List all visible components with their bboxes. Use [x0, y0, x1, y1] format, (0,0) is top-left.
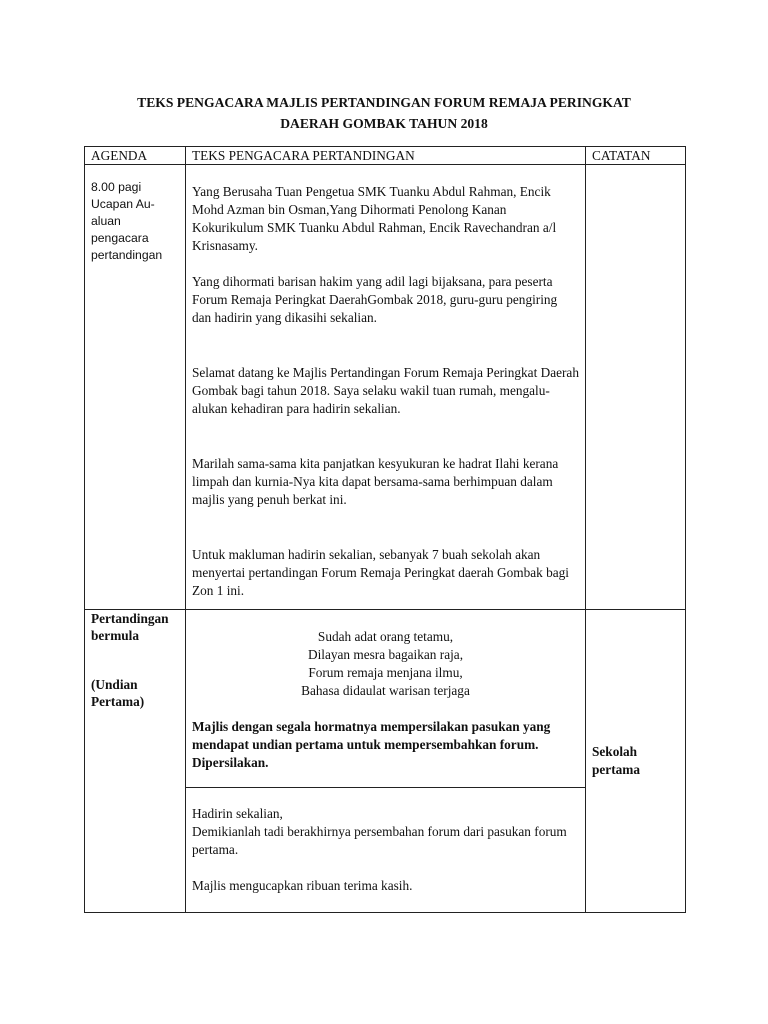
- catatan-cell-welcome: [586, 165, 686, 610]
- agenda-item: Ucapan Au-aluan: [91, 197, 155, 228]
- pantun: [192, 628, 579, 700]
- closing-text: Demikianlah tadi berakhirnya persembahan forum dari pasukan forum pertama.: [192, 824, 567, 857]
- agenda-item: Pertandingan: [91, 611, 169, 626]
- agenda-item: (Undian: [91, 677, 138, 692]
- title-line-1: TEKS PENGACARA MAJLIS PERTANDINGAN FORUM REMAJA PERINGKAT: [137, 95, 631, 110]
- table-row: [85, 165, 686, 610]
- teks-cell-competition: [186, 610, 586, 788]
- pantun-line: Sudah adat orang tetamu,: [317, 629, 454, 644]
- pantun-line: Forum remaja menjana ilmu,: [308, 665, 463, 680]
- paragraph: Untuk makluman hadirin sekalian, sebanyak 7 buah sekolah akan menyertai pertandingan Forum Remaja Peringkat daerah Gombak bagi Zon 1 ini.: [192, 547, 569, 598]
- agenda-cell-competition: [85, 610, 186, 913]
- agenda-item: pertandingan: [91, 248, 163, 262]
- pantun-line: Dilayan mesra bagaikan raja,: [307, 647, 464, 662]
- agenda-table: [84, 146, 686, 913]
- paragraph: Yang dihormati barisan hakim yang adil lagi bijaksana, para peserta Forum Remaja Peringkat DaerahGombak 2018, guru-guru pengiring dan hadirin yang dikasihi sekalian.: [192, 274, 558, 325]
- header-agenda: AGENDA: [85, 147, 186, 165]
- catatan-line: pertama: [592, 762, 640, 777]
- agenda-time: 8.00 pagi: [91, 180, 142, 194]
- agenda-item: pengacara: [91, 231, 149, 245]
- table-row: [85, 610, 686, 788]
- table-header-row: [85, 147, 686, 165]
- teks-cell-welcome: [186, 165, 586, 610]
- paragraph: Yang Berusaha Tuan Pengetua SMK Tuanku Abdul Rahman, Encik Mohd Azman bin Osman,Yang Dihormati Penolong Kanan Kokurikulum SMK Tuanku Abdul Rahman, Encik Ravechandran a/l Krisnasamy.: [192, 184, 557, 253]
- pantun-line: Bahasa didaulat warisan terjaga: [301, 683, 470, 698]
- title-line-2: DAERAH GOMBAK TAHUN 2018: [280, 116, 488, 131]
- agenda-item: bermula: [91, 628, 140, 643]
- greeting-text: Hadirin sekalian,: [192, 806, 283, 821]
- thanks-text: Majlis mengucapkan ribuan terima kasih.: [192, 878, 413, 893]
- catatan-cell-competition: [586, 610, 686, 913]
- agenda-item: Pertama): [91, 694, 145, 709]
- paragraph: Marilah sama-sama kita panjatkan kesyukuran ke hadrat Ilahi kerana limpah dan kurnia-Nya kita dapat bersama-sama berhimpuan dalam majlis yang penuh berkat ini.: [192, 456, 559, 507]
- paragraph: Selamat datang ke Majlis Pertandingan Forum Remaja Peringkat Daerah Gombak bagi tahun 2018. Saya selaku wakil tuan rumah, mengalu-alukan kehadiran para hadirin sekalian.: [192, 365, 579, 416]
- header-teks: TEKS PENGACARA PERTANDINGAN: [186, 147, 586, 165]
- document-title: [84, 92, 684, 134]
- teks-cell-closing: [186, 788, 586, 913]
- agenda-cell-welcome: [85, 165, 186, 610]
- header-catatan: CATATAN: [586, 147, 686, 165]
- invitation-text: Majlis dengan segala hormatnya mempersilakan pasukan yang mendapat undian pertama untuk mempersembahkan forum. Dipersilakan.: [192, 719, 551, 770]
- catatan-line: Sekolah: [592, 744, 638, 759]
